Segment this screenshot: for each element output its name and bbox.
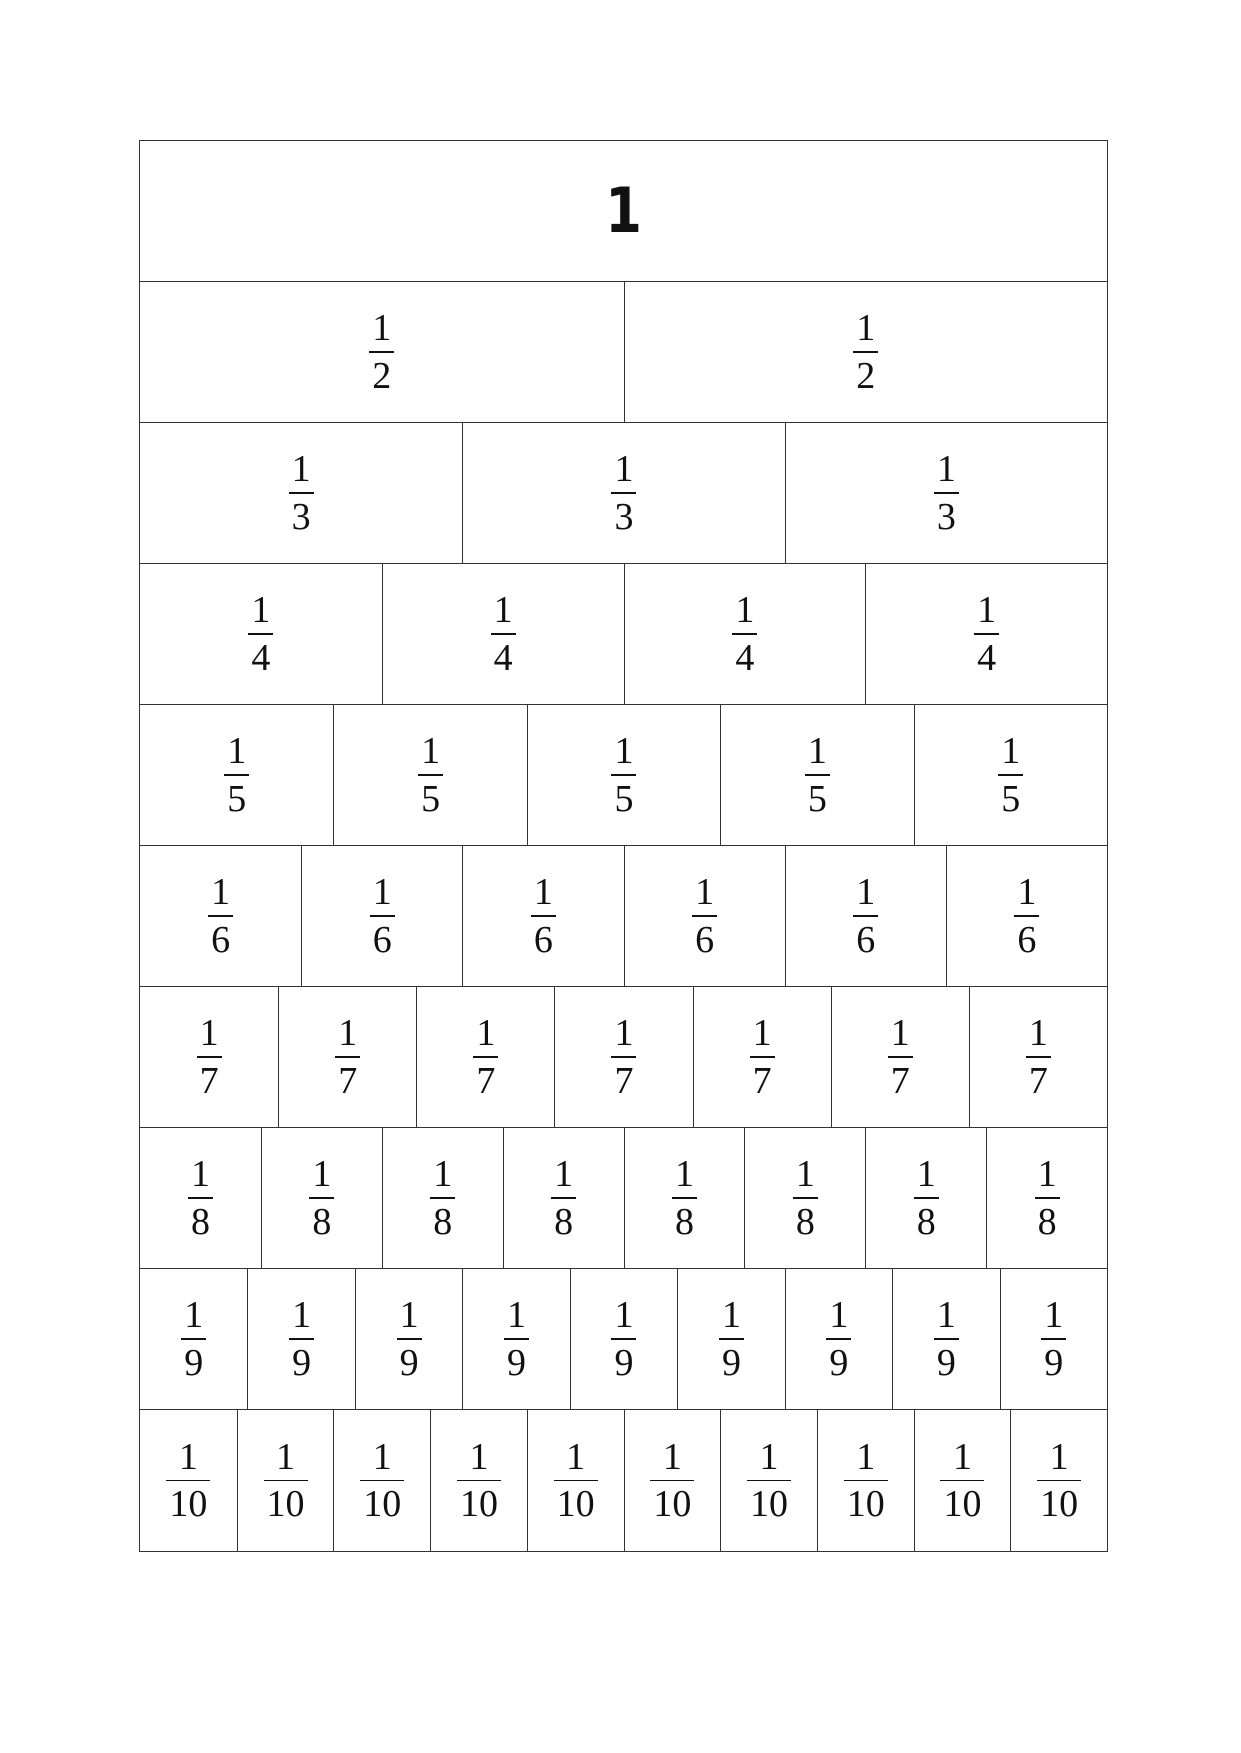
fraction-numerator: 1 xyxy=(916,1153,936,1196)
fraction-row-7 xyxy=(140,987,1107,1128)
fraction-denominator: 10 xyxy=(943,1483,982,1526)
fraction-label xyxy=(197,1014,222,1100)
fraction-denominator: 9 xyxy=(721,1341,741,1384)
fraction-numerator: 1 xyxy=(493,589,513,632)
fraction-label xyxy=(826,1296,851,1382)
fraction-numerator: 1 xyxy=(507,1294,527,1337)
fraction-numerator: 1 xyxy=(251,589,271,632)
fraction-piece xyxy=(624,1128,745,1268)
fraction-label xyxy=(208,873,233,959)
fraction-numerator: 1 xyxy=(566,1435,586,1478)
fraction-numerator: 1 xyxy=(1028,1012,1048,1055)
fraction-denominator: 9 xyxy=(936,1341,956,1384)
fraction-denominator: 3 xyxy=(291,495,311,538)
fraction-piece xyxy=(624,564,866,704)
fraction-label xyxy=(650,1435,694,1526)
fraction-numerator: 1 xyxy=(614,448,634,491)
fraction-piece xyxy=(677,1269,784,1409)
fraction-piece xyxy=(892,1269,999,1409)
fraction-numerator: 1 xyxy=(856,871,876,914)
fraction-denominator: 8 xyxy=(190,1200,210,1243)
fraction-numerator: 1 xyxy=(372,1435,392,1478)
fraction-row-5 xyxy=(140,705,1107,846)
fraction-piece xyxy=(986,1128,1107,1268)
fraction-numerator: 1 xyxy=(856,1435,876,1478)
fraction-denominator: 10 xyxy=(169,1483,208,1526)
fraction-label xyxy=(418,732,443,818)
fraction-numerator: 1 xyxy=(227,730,247,773)
fraction-denominator: 9 xyxy=(1044,1341,1064,1384)
fraction-numerator: 1 xyxy=(614,1294,634,1337)
fraction-piece xyxy=(140,1410,237,1551)
fraction-label xyxy=(998,732,1023,818)
fraction-piece xyxy=(914,1410,1011,1551)
fraction-piece xyxy=(831,987,969,1127)
fraction-label xyxy=(335,1014,360,1100)
fraction-row-2 xyxy=(140,282,1107,423)
fraction-denominator: 7 xyxy=(1028,1059,1048,1102)
fraction-numerator: 1 xyxy=(674,1153,694,1196)
fraction-denominator: 5 xyxy=(807,777,827,820)
fraction-label xyxy=(719,1296,744,1382)
fraction-denominator: 6 xyxy=(695,918,715,961)
fraction-denominator: 7 xyxy=(199,1059,219,1102)
fraction-label xyxy=(1026,1014,1051,1100)
fraction-piece xyxy=(333,1410,430,1551)
fraction-numerator: 1 xyxy=(695,871,715,914)
fraction-denominator: 3 xyxy=(614,495,634,538)
fraction-denominator: 8 xyxy=(1037,1200,1057,1243)
fraction-denominator: 4 xyxy=(251,636,271,679)
fraction-piece xyxy=(140,705,333,845)
fraction-numerator: 1 xyxy=(211,871,231,914)
fraction-label xyxy=(888,1014,913,1100)
fraction-denominator: 9 xyxy=(292,1341,312,1384)
fraction-piece xyxy=(946,846,1107,986)
fraction-piece xyxy=(503,1128,624,1268)
fraction-denominator: 8 xyxy=(916,1200,936,1243)
fraction-label xyxy=(844,1435,888,1526)
fraction-denominator: 4 xyxy=(977,636,997,679)
fraction-label xyxy=(248,591,273,677)
fraction-row-3 xyxy=(140,423,1107,564)
fraction-label xyxy=(934,450,959,536)
fraction-label xyxy=(531,873,556,959)
fraction-label xyxy=(397,1296,422,1382)
fraction-numerator: 1 xyxy=(759,1435,779,1478)
fraction-piece xyxy=(785,846,946,986)
fraction-label xyxy=(853,309,878,395)
fraction-label xyxy=(853,873,878,959)
fraction-numerator: 1 xyxy=(1017,871,1037,914)
fraction-label xyxy=(750,1014,775,1100)
fraction-denominator: 5 xyxy=(227,777,247,820)
fraction-piece xyxy=(333,705,526,845)
fraction-label xyxy=(289,1296,314,1382)
fraction-denominator: 4 xyxy=(493,636,513,679)
fraction-denominator: 5 xyxy=(421,777,441,820)
fraction-piece xyxy=(693,987,831,1127)
fraction-denominator: 6 xyxy=(211,918,231,961)
fraction-piece xyxy=(785,1269,892,1409)
fraction-piece xyxy=(1000,1269,1107,1409)
fraction-label xyxy=(611,1014,636,1100)
fraction-numerator: 1 xyxy=(614,1012,634,1055)
fraction-numerator: 1 xyxy=(184,1294,204,1337)
fraction-numerator: 1 xyxy=(977,589,997,632)
fraction-denominator: 6 xyxy=(533,918,553,961)
fraction-numerator: 1 xyxy=(721,1294,741,1337)
fraction-piece xyxy=(1010,1410,1107,1551)
fraction-numerator: 1 xyxy=(338,1012,358,1055)
fraction-piece xyxy=(140,846,301,986)
fraction-piece xyxy=(261,1128,382,1268)
fraction-numerator: 1 xyxy=(312,1153,332,1196)
fraction-piece xyxy=(785,423,1107,563)
fraction-numerator: 1 xyxy=(614,730,634,773)
fraction-denominator: 9 xyxy=(399,1341,419,1384)
fraction-piece xyxy=(865,564,1107,704)
fraction-label xyxy=(1037,1435,1081,1526)
fraction-numerator: 1 xyxy=(662,1435,682,1478)
fraction-denominator: 3 xyxy=(936,495,956,538)
fraction-piece xyxy=(140,987,278,1127)
fraction-numerator: 1 xyxy=(936,448,956,491)
fraction-piece xyxy=(744,1128,865,1268)
fraction-label xyxy=(181,1296,206,1382)
fraction-label xyxy=(611,450,636,536)
fraction-label xyxy=(914,1155,939,1241)
fraction-piece xyxy=(527,705,720,845)
fraction-denominator: 2 xyxy=(856,354,876,397)
fraction-piece xyxy=(554,987,692,1127)
fraction-numerator: 1 xyxy=(433,1153,453,1196)
fraction-label xyxy=(611,732,636,818)
fraction-denominator: 6 xyxy=(856,918,876,961)
fraction-denominator: 10 xyxy=(653,1483,692,1526)
fraction-numerator: 1 xyxy=(1001,730,1021,773)
fraction-label xyxy=(1035,1155,1060,1241)
fraction-numerator: 1 xyxy=(1037,1153,1057,1196)
fraction-numerator: 1 xyxy=(752,1012,772,1055)
fraction-label xyxy=(264,1435,308,1526)
fraction-label xyxy=(369,309,394,395)
fraction-numerator: 1 xyxy=(291,448,311,491)
fraction-numerator: 1 xyxy=(199,1012,219,1055)
fraction-piece xyxy=(462,846,623,986)
fraction-piece xyxy=(430,1410,527,1551)
fraction-piece xyxy=(140,564,382,704)
fraction-numerator: 1 xyxy=(1044,1294,1064,1337)
fraction-row-6 xyxy=(140,846,1107,987)
fraction-numerator: 1 xyxy=(795,1153,815,1196)
fraction-denominator: 8 xyxy=(674,1200,694,1243)
fraction-numerator: 1 xyxy=(469,1435,489,1478)
fraction-denominator: 10 xyxy=(363,1483,402,1526)
fraction-denominator: 10 xyxy=(556,1483,595,1526)
fraction-numerator: 1 xyxy=(476,1012,496,1055)
fraction-label xyxy=(289,450,314,536)
fraction-piece xyxy=(247,1269,354,1409)
fraction-label xyxy=(473,1014,498,1100)
fraction-piece xyxy=(865,1128,986,1268)
whole-piece xyxy=(140,141,1107,281)
fraction-denominator: 5 xyxy=(1001,777,1021,820)
fraction-denominator: 9 xyxy=(507,1341,527,1384)
fraction-denominator: 8 xyxy=(795,1200,815,1243)
fraction-numerator: 1 xyxy=(856,307,876,350)
fraction-numerator: 1 xyxy=(190,1153,210,1196)
fraction-denominator: 10 xyxy=(1040,1483,1079,1526)
fraction-piece xyxy=(278,987,416,1127)
fraction-denominator: 7 xyxy=(752,1059,772,1102)
fraction-label xyxy=(554,1435,598,1526)
fraction-label xyxy=(974,591,999,677)
whole-row xyxy=(140,141,1107,282)
fraction-numerator: 1 xyxy=(1049,1435,1069,1478)
fraction-label xyxy=(747,1435,791,1526)
fraction-piece xyxy=(527,1410,624,1551)
fraction-denominator: 9 xyxy=(614,1341,634,1384)
fraction-numerator: 1 xyxy=(276,1435,296,1478)
fraction-wall xyxy=(139,140,1108,1552)
fraction-piece xyxy=(969,987,1107,1127)
fraction-denominator: 9 xyxy=(829,1341,849,1384)
fraction-piece xyxy=(462,1269,569,1409)
fraction-label xyxy=(360,1435,404,1526)
fraction-denominator: 8 xyxy=(312,1200,332,1243)
fraction-piece xyxy=(301,846,462,986)
fraction-row-8 xyxy=(140,1128,1107,1269)
fraction-piece xyxy=(720,705,913,845)
fraction-piece xyxy=(416,987,554,1127)
fraction-numerator: 1 xyxy=(178,1435,198,1478)
fraction-piece xyxy=(382,1128,503,1268)
fraction-denominator: 5 xyxy=(614,777,634,820)
fraction-denominator: 7 xyxy=(476,1059,496,1102)
fraction-label xyxy=(1014,873,1039,959)
fraction-piece xyxy=(570,1269,677,1409)
fraction-row-4 xyxy=(140,564,1107,705)
fraction-denominator: 6 xyxy=(1017,918,1037,961)
fraction-numerator: 1 xyxy=(533,871,553,914)
fraction-piece xyxy=(382,564,624,704)
fraction-denominator: 10 xyxy=(750,1483,789,1526)
fraction-numerator: 1 xyxy=(829,1294,849,1337)
fraction-label xyxy=(309,1155,334,1241)
fraction-numerator: 1 xyxy=(890,1012,910,1055)
fraction-label xyxy=(940,1435,984,1526)
fraction-label xyxy=(793,1155,818,1241)
fraction-numerator: 1 xyxy=(554,1153,574,1196)
fraction-label xyxy=(672,1155,697,1241)
fraction-denominator: 7 xyxy=(614,1059,634,1102)
fraction-numerator: 1 xyxy=(735,589,755,632)
fraction-denominator: 2 xyxy=(372,354,392,397)
fraction-row-10 xyxy=(140,1410,1107,1551)
fraction-denominator: 8 xyxy=(433,1200,453,1243)
fraction-denominator: 9 xyxy=(184,1341,204,1384)
fraction-piece xyxy=(140,1128,261,1268)
whole-label: 1 xyxy=(605,174,642,247)
fraction-label xyxy=(166,1435,210,1526)
fraction-piece xyxy=(914,705,1107,845)
fraction-numerator: 1 xyxy=(399,1294,419,1337)
fraction-label xyxy=(430,1155,455,1241)
fraction-numerator: 1 xyxy=(292,1294,312,1337)
fraction-denominator: 4 xyxy=(735,636,755,679)
fraction-numerator: 1 xyxy=(936,1294,956,1337)
fraction-label xyxy=(188,1155,213,1241)
fraction-piece xyxy=(355,1269,462,1409)
fraction-numerator: 1 xyxy=(372,871,392,914)
fraction-numerator: 1 xyxy=(807,730,827,773)
fraction-label xyxy=(457,1435,501,1526)
fraction-label xyxy=(370,873,395,959)
fraction-denominator: 10 xyxy=(459,1483,498,1526)
fraction-label xyxy=(732,591,757,677)
fraction-numerator: 1 xyxy=(421,730,441,773)
fraction-label xyxy=(551,1155,576,1241)
fraction-denominator: 7 xyxy=(338,1059,358,1102)
fraction-label xyxy=(491,591,516,677)
fraction-label xyxy=(805,732,830,818)
fraction-piece xyxy=(624,1410,721,1551)
fraction-label xyxy=(1041,1296,1066,1382)
fraction-label xyxy=(224,732,249,818)
fraction-denominator: 10 xyxy=(266,1483,305,1526)
fraction-denominator: 10 xyxy=(846,1483,885,1526)
fraction-denominator: 7 xyxy=(890,1059,910,1102)
fraction-piece xyxy=(140,1269,247,1409)
fraction-label xyxy=(611,1296,636,1382)
fraction-numerator: 1 xyxy=(952,1435,972,1478)
fraction-denominator: 6 xyxy=(372,918,392,961)
fraction-piece xyxy=(237,1410,334,1551)
fraction-denominator: 8 xyxy=(554,1200,574,1243)
fraction-label xyxy=(934,1296,959,1382)
fraction-label xyxy=(504,1296,529,1382)
fraction-piece xyxy=(462,423,784,563)
fraction-piece xyxy=(817,1410,914,1551)
fraction-piece xyxy=(624,846,785,986)
fraction-piece xyxy=(140,282,624,422)
fraction-numerator: 1 xyxy=(372,307,392,350)
fraction-piece xyxy=(720,1410,817,1551)
fraction-piece xyxy=(624,282,1108,422)
fraction-label xyxy=(692,873,717,959)
fraction-piece xyxy=(140,423,462,563)
fraction-row-9 xyxy=(140,1269,1107,1410)
